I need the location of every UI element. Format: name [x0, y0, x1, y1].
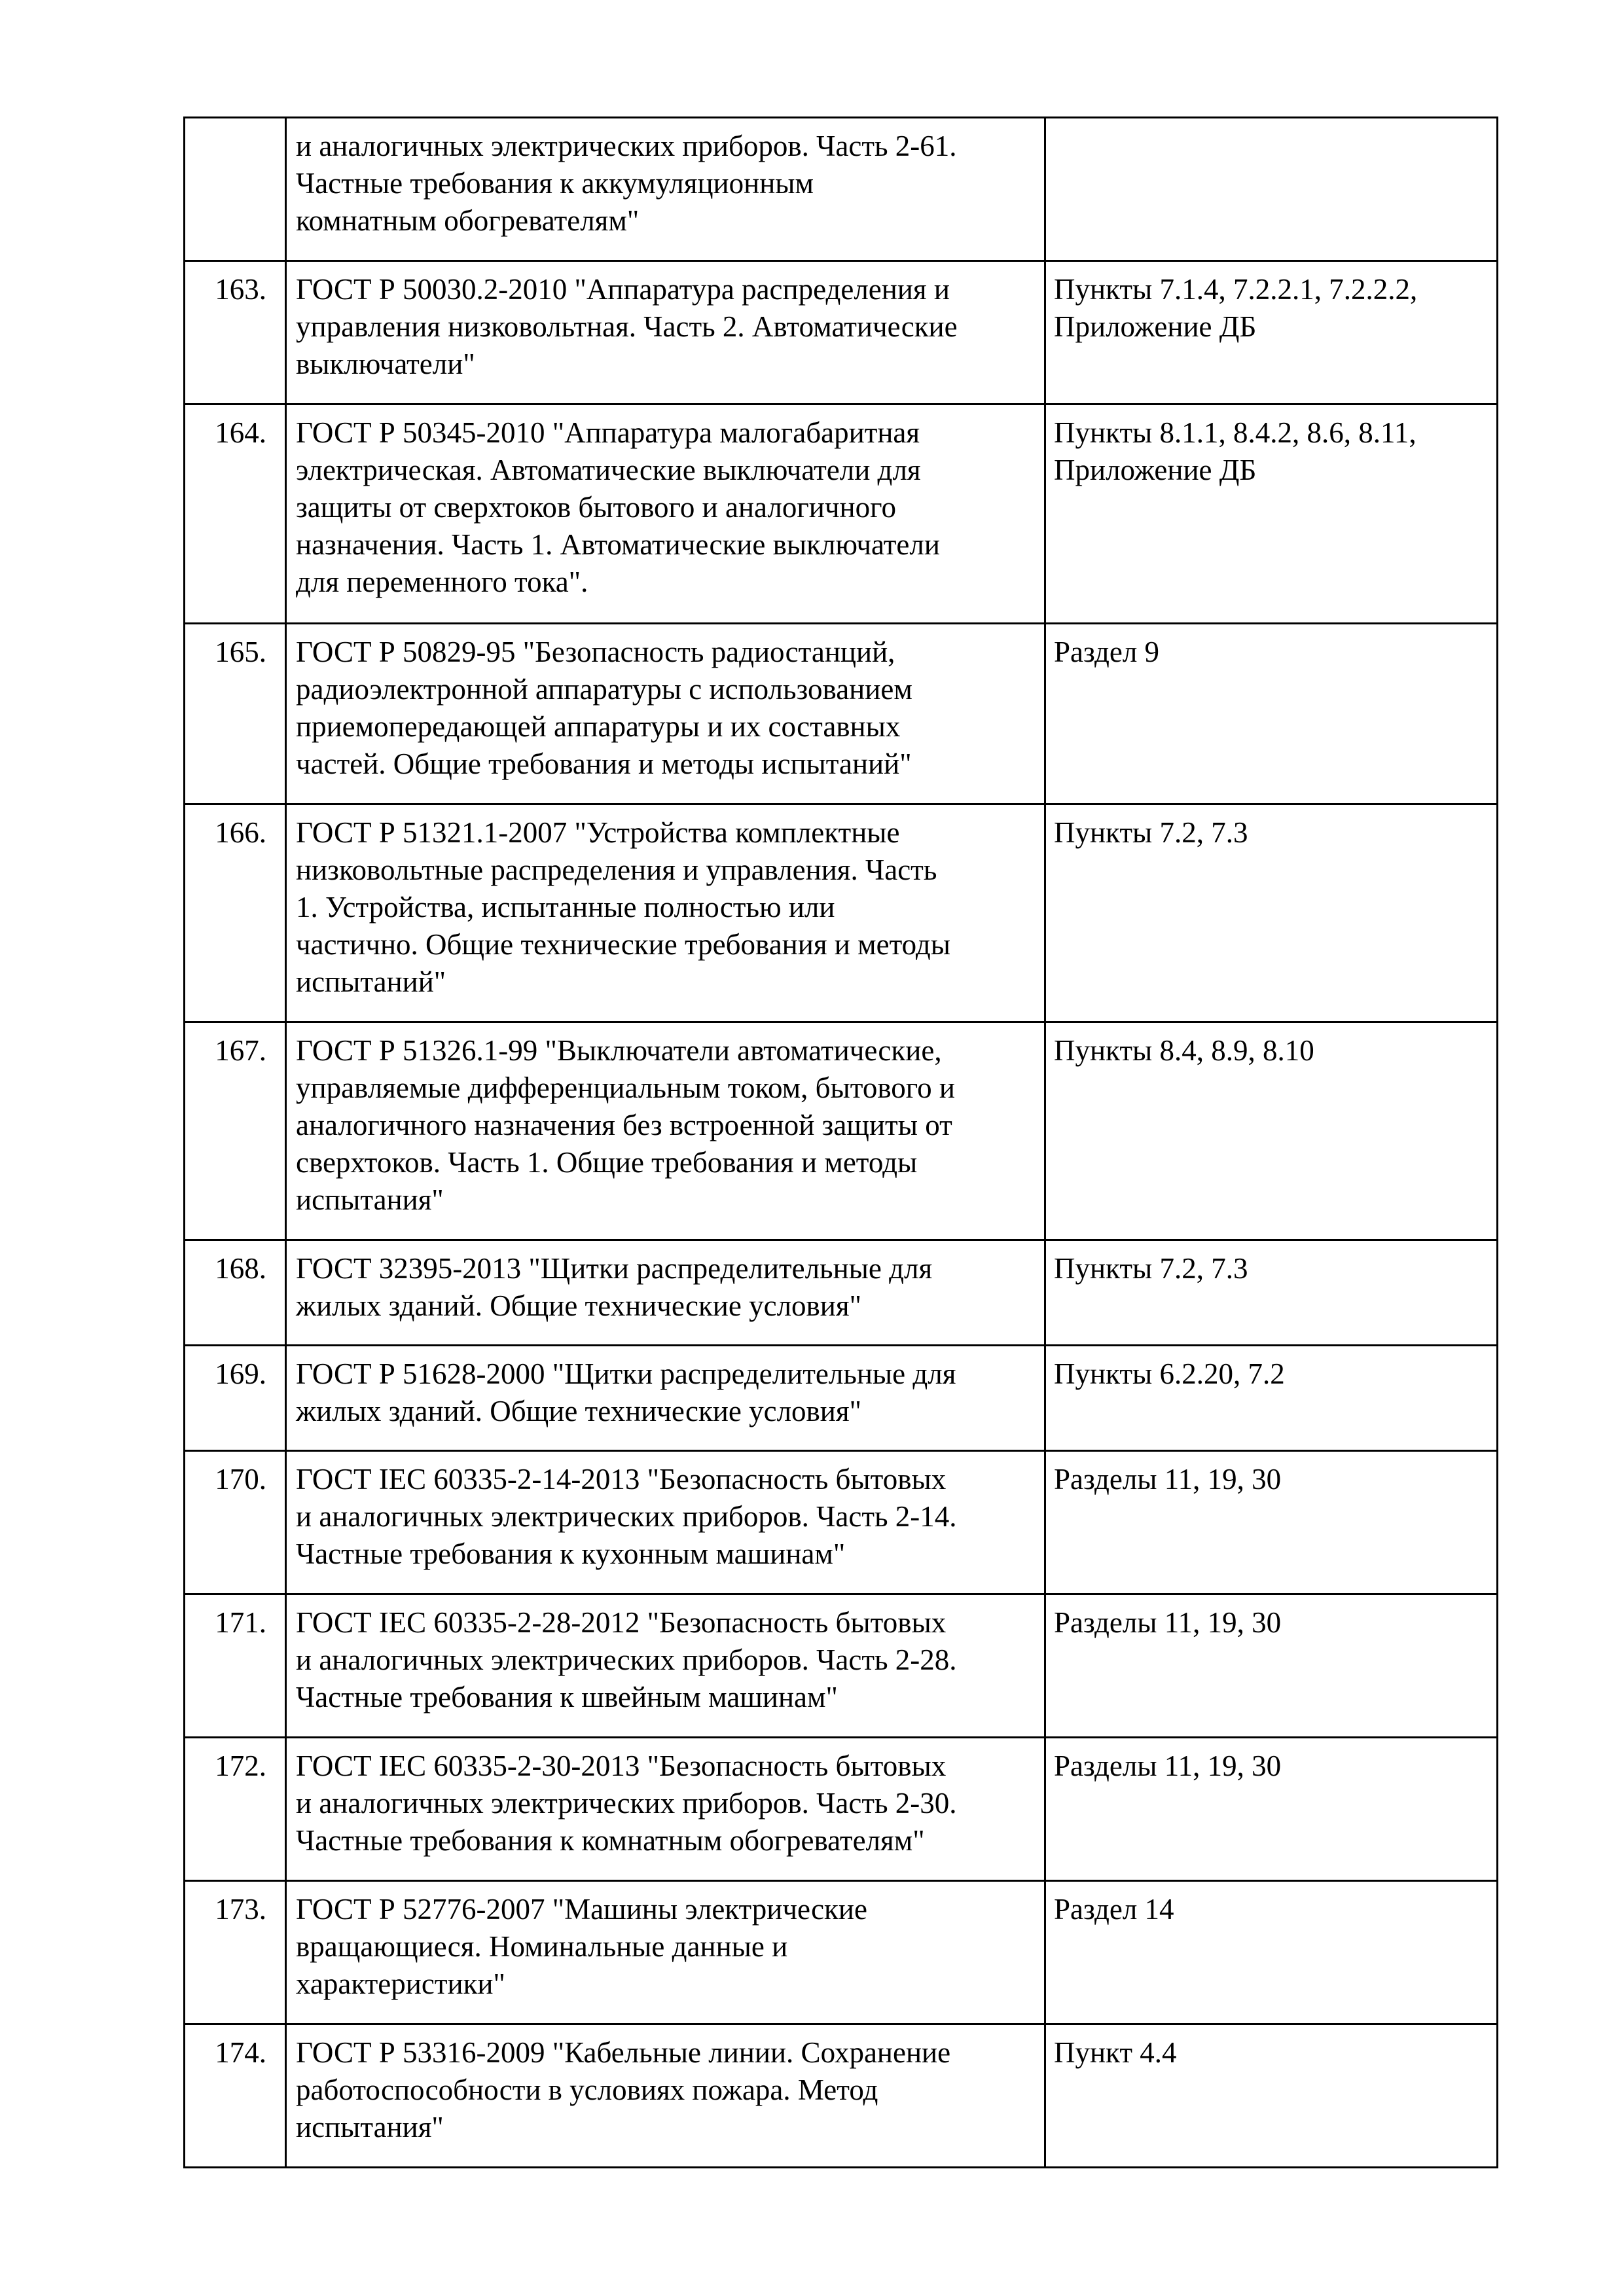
standard-title: ГОСТ IEC 60335-2-30-2013 "Безопасность бытовых и аналогичных электрических приборов. Часть 2-30. Частные требования к комнатным обогревателям" — [286, 1738, 1045, 1881]
standards-table — [183, 117, 1498, 2168]
row-number: 165. — [185, 624, 286, 804]
row-number: 171. — [185, 1594, 286, 1738]
standard-reference: Пункты 6.2.20, 7.2 — [1045, 1346, 1498, 1451]
row-number: 174. — [185, 2024, 286, 2168]
table-row — [185, 1881, 1498, 2024]
row-number: 169. — [185, 1346, 286, 1451]
row-number — [185, 118, 286, 261]
standard-reference: Раздел 14 — [1045, 1881, 1498, 2024]
table-row — [185, 2024, 1498, 2168]
table-row — [185, 1738, 1498, 1881]
standard-reference: Раздел 9 — [1045, 624, 1498, 804]
standard-reference: Разделы 11, 19, 30 — [1045, 1594, 1498, 1738]
standard-title: ГОСТ Р 50030.2-2010 "Аппаратура распределения и управления низковольтная. Часть 2. Автоматические выключатели" — [286, 261, 1045, 404]
table-row — [185, 1022, 1498, 1240]
table-row — [185, 1594, 1498, 1738]
standard-title: ГОСТ IEC 60335-2-28-2012 "Безопасность бытовых и аналогичных электрических приборов. Часть 2-28. Частные требования к швейным машинам" — [286, 1594, 1045, 1738]
row-number: 167. — [185, 1022, 286, 1240]
row-number: 166. — [185, 804, 286, 1022]
standards-table-body — [185, 118, 1498, 2168]
standard-title: ГОСТ Р 50345-2010 "Аппаратура малогабаритная электрическая. Автоматические выключатели для защиты от сверхтоков бытового и аналогичного назначения. Часть 1. Автоматические выключатели для переменного тока". — [286, 404, 1045, 624]
standard-reference: Разделы 11, 19, 30 — [1045, 1738, 1498, 1881]
table-row — [185, 261, 1498, 404]
standard-title: ГОСТ 32395-2013 "Щитки распределительные для жилых зданий. Общие технические условия" — [286, 1240, 1045, 1346]
table-row — [185, 1240, 1498, 1346]
table-row — [185, 404, 1498, 624]
row-number: 173. — [185, 1881, 286, 2024]
table-row — [185, 1451, 1498, 1594]
row-number: 168. — [185, 1240, 286, 1346]
table-row — [185, 804, 1498, 1022]
table-row — [185, 118, 1498, 261]
standard-title: ГОСТ Р 51326.1-99 "Выключатели автоматические, управляемые дифференциальным током, бытового и аналогичного назначения без встроенной защиты от сверхтоков. Часть 1. Общие требования и методы испытания" — [286, 1022, 1045, 1240]
standard-title: ГОСТ IEC 60335-2-14-2013 "Безопасность бытовых и аналогичных электрических приборов. Часть 2-14. Частные требования к кухонным машинам" — [286, 1451, 1045, 1594]
row-number: 163. — [185, 261, 286, 404]
row-number: 170. — [185, 1451, 286, 1594]
standard-title: ГОСТ Р 50829-95 "Безопасность радиостанций, радиоэлектронной аппаратуры с использованием приемопередающей аппаратуры и их составных частей. Общие требования и методы испытаний" — [286, 624, 1045, 804]
standard-reference: Пункты 7.2, 7.3 — [1045, 804, 1498, 1022]
standard-reference — [1045, 118, 1498, 261]
table-row — [185, 624, 1498, 804]
standard-reference: Пункты 8.1.1, 8.4.2, 8.6, 8.11, Приложение ДБ — [1045, 404, 1498, 624]
standard-title: и аналогичных электрических приборов. Часть 2-61. Частные требования к аккумуляционным комнатным обогревателям" — [286, 118, 1045, 261]
standard-title: ГОСТ Р 51628-2000 "Щитки распределительные для жилых зданий. Общие технические условия" — [286, 1346, 1045, 1451]
standard-title: ГОСТ Р 53316-2009 "Кабельные линии. Сохранение работоспособности в условиях пожара. Метод испытания" — [286, 2024, 1045, 2168]
standard-reference: Пункты 8.4, 8.9, 8.10 — [1045, 1022, 1498, 1240]
standard-reference: Пункты 7.1.4, 7.2.2.1, 7.2.2.2, Приложение ДБ — [1045, 261, 1498, 404]
standard-reference: Пункты 7.2, 7.3 — [1045, 1240, 1498, 1346]
standard-title: ГОСТ Р 52776-2007 "Машины электрические вращающиеся. Номинальные данные и характеристики" — [286, 1881, 1045, 2024]
row-number: 172. — [185, 1738, 286, 1881]
standard-reference: Пункт 4.4 — [1045, 2024, 1498, 2168]
standard-title: ГОСТ Р 51321.1-2007 "Устройства комплектные низковольтные распределения и управления. Часть 1. Устройства, испытанные полностью или частично. Общие технические требования и методы испытаний" — [286, 804, 1045, 1022]
row-number: 164. — [185, 404, 286, 624]
table-row — [185, 1346, 1498, 1451]
standard-reference: Разделы 11, 19, 30 — [1045, 1451, 1498, 1594]
